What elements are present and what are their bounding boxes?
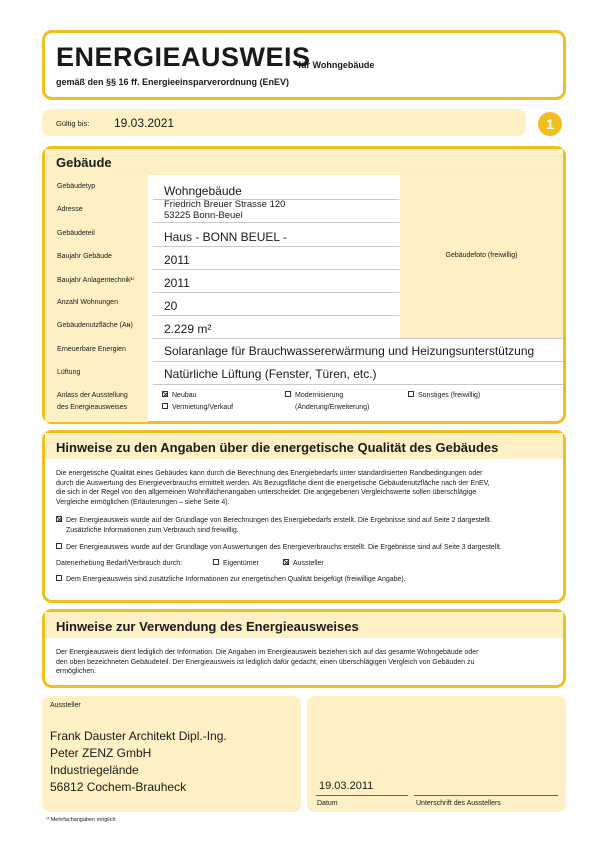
quality-intro-line3: die sich in der Regel von den allgemeinen Wohnflächenangaben unterscheidet. Die angegebenen Vergleichswerte sollen überschlägige xyxy=(56,489,477,496)
quality-intro-line2: durch die Auswertung des Energieverbrauchs ermittelt werden. Als Bezugsfläche dient die energetische Gebäudenutzfläche nach der EnEV, xyxy=(56,479,490,487)
checkbox-icon xyxy=(162,403,168,409)
value-gebaeudeteil: Haus - BONN BEUEL - xyxy=(164,230,287,244)
document-subtitle: gemäß den §§ 16 ff. Energieeinsparverordnung (EnEV) xyxy=(56,77,290,87)
option-energiebedarf-line2: Zusätzliche Informationen zum Verbrauch sind freiwillig. xyxy=(66,527,239,534)
checkbox-icon xyxy=(56,543,62,549)
label-erneuerbare-energien: Erneuerbare Energien xyxy=(57,346,126,353)
issuer-line-3: Industriegelände xyxy=(50,763,139,777)
quality-intro-line1: Die energetische Qualität eines Gebäudes kann durch die Berechnung des Energiebedarfs unter standardisierten Randbedingungen oder xyxy=(56,470,483,477)
row-divider xyxy=(153,361,563,362)
value-anzahl-wohnungen: 20 xyxy=(164,299,178,313)
label-anzahl-wohnungen: Anzahl Wohnungen xyxy=(57,299,118,306)
value-lueftung: Natürliche Lüftung (Fenster, Türen, etc.) xyxy=(164,367,377,381)
row-divider xyxy=(153,384,563,385)
issuer-line-1: Frank Dauster Architekt Dipl.-Ing. xyxy=(50,729,227,743)
checkbox-checked-icon xyxy=(56,516,62,522)
option-neubau[interactable]: Neubau xyxy=(162,392,197,399)
checkbox-icon xyxy=(213,559,219,565)
issuer-line-4: 56812 Cochem-Brauheck xyxy=(50,780,187,794)
value-baujahr-anlagentechnik: 2011 xyxy=(164,276,190,290)
checkbox-icon xyxy=(285,391,291,397)
data-collection-label: Datenerhebung Bedarf/Verbrauch durch: xyxy=(56,560,183,567)
checkbox-icon xyxy=(408,391,414,397)
label-anlass-line1: Anlass der Ausstellung xyxy=(57,392,128,399)
checkbox-checked-icon xyxy=(283,559,289,565)
document-title: ENERGIEAUSWEIS xyxy=(56,42,311,72)
label-baujahr-anlagentechnik: Baujahr Anlagentechnik¹⁾ xyxy=(57,277,135,284)
data-collection-issuer[interactable]: Aussteller xyxy=(283,559,324,569)
checkbox-checked-icon xyxy=(162,391,168,397)
row-divider xyxy=(153,292,399,293)
signature-label: Unterschrift des Ausstellers xyxy=(416,800,501,807)
label-lueftung: Lüftung xyxy=(57,369,81,376)
document-title-suffix: für Wohngebäude xyxy=(298,60,375,70)
option-sonstiges[interactable]: Sonstiges (freiwillig) xyxy=(408,392,480,399)
row-divider xyxy=(153,269,399,270)
option-vermietung-verkauf[interactable]: Vermietung/Verkauf xyxy=(162,404,233,411)
validity-date: 19.03.2021 xyxy=(114,116,175,130)
usage-line3: ermöglichen. xyxy=(56,668,97,675)
label-gebaeudenutzflaeche: Gebäudenutzfläche (Aɴ) xyxy=(57,322,133,329)
signature-line xyxy=(414,795,558,796)
date-line xyxy=(316,795,408,796)
quality-intro-line4: Vergleiche ermöglichen (Erläuterungen – siehe Seite 4). xyxy=(56,498,230,506)
usage-line1: Der Energieausweis dient lediglich der Information. Die Angaben im Energieausweis beziehen sich auf das gesamte Wohngebäude oder xyxy=(56,649,479,656)
date-label: Datum xyxy=(317,800,338,807)
building-heading: Gebäude xyxy=(56,155,112,170)
issuer-line-2: Peter ZENZ GmbH xyxy=(50,746,152,760)
wide-row-band xyxy=(153,338,563,339)
checkbox-icon xyxy=(56,575,62,581)
option-modernisierung-line2: (Änderung/Erweiterung) xyxy=(295,404,370,411)
value-adresse-line2: 53225 Bonn-Beuel xyxy=(164,210,243,221)
value-gebaeudenutzflaeche: 2.229 m² xyxy=(164,322,212,336)
validity-label: Gültig bis: xyxy=(56,119,90,128)
quality-notes-heading: Hinweise zu den Angaben über die energetische Qualität des Gebäudes xyxy=(56,440,499,455)
row-divider xyxy=(153,246,399,247)
data-collection-owner[interactable]: Eigentümer xyxy=(213,559,259,569)
row-divider xyxy=(153,222,399,223)
building-header-band xyxy=(45,149,563,175)
label-anlass-line2: des Energieausweises xyxy=(57,404,128,411)
value-erneuerbare-energien: Solaranlage für Brauchwassererwärmung und Heizungsunterstützung xyxy=(164,344,535,358)
usage-notes-heading: Hinweise zur Verwendung des Energieausweises xyxy=(56,619,359,634)
usage-line2: den oben bezeichneten Gebäudeteil. Der Energieausweis ist lediglich dafür gedacht, einen überschlägigen Vergleich von Gebäuden zu xyxy=(56,658,475,666)
label-adresse: Adresse xyxy=(57,206,83,213)
row-divider xyxy=(153,315,399,316)
page-number-badge: 1 xyxy=(538,112,562,136)
issuer-label: Aussteller xyxy=(50,702,81,709)
value-baujahr-gebaeude: 2011 xyxy=(164,253,190,267)
photo-placeholder-label: Gebäudefoto (freiwillig) xyxy=(445,252,518,259)
footnote: ¹⁾ Mehrfachangaben möglich xyxy=(46,817,116,823)
option-modernisierung[interactable]: Modernisierung xyxy=(285,392,343,399)
option-energieverbrauch[interactable]: Der Energieausweis wurde auf der Grundlage von Auswertungen des Energieverbrauchs erstellt. Die Ergebnisse sind auf Seite 3 dargestellt. xyxy=(56,543,502,553)
label-gebaeudeteil: Gebäudeteil xyxy=(57,230,95,237)
option-energiebedarf[interactable]: Der Energieausweis wurde auf der Grundlage von Berechnungen des Energiebedarfs erstellt. Die Ergebnisse sind auf Seite 2 dargestellt. xyxy=(56,516,492,526)
label-baujahr-gebaeude: Baujahr Gebäude xyxy=(57,253,112,260)
option-additional-info[interactable]: Dem Energieausweis sind zusätzliche Informationen zur energetischen Qualität beigefügt (freiwillige Angabe). xyxy=(56,575,406,585)
issue-date: 19.03.2011 xyxy=(319,780,374,792)
value-gebaeudetyp: Wohngebäude xyxy=(164,184,242,198)
value-adresse-line1: Friedrich Breuer Strasse 120 xyxy=(164,199,286,210)
label-gebaeudetyp: Gebäudetyp xyxy=(57,183,96,190)
